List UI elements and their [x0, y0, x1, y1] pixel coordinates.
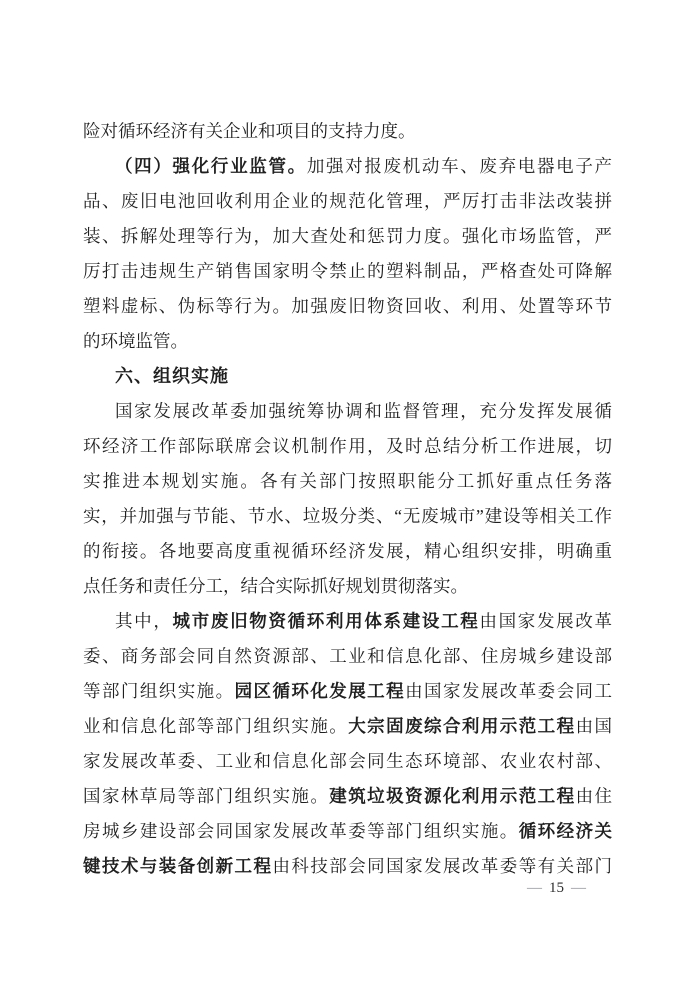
body-text: 品、废旧电池回收利用企业的规范化管理，严厉打击非法改装拼 — [83, 191, 612, 211]
emphasis-text: 园区循环化发展工程 — [234, 681, 406, 701]
body-text: 装、拆解处理等行为，加大查处和惩罚力度。强化市场监管，严 — [83, 226, 612, 246]
page-number-dash-right: — — [571, 880, 586, 896]
body-text: 实，并加强与节能、节水、垃圾分类、“无废城市”建设等相关工作 — [83, 506, 612, 526]
emphasis-text: 大宗固废综合利用示范工程 — [348, 716, 576, 736]
body-text: 其中， — [115, 611, 173, 631]
emphasis-text: 城市废旧物资循环利用体系建设工程 — [172, 611, 480, 631]
text-line — [83, 674, 612, 709]
section-heading — [83, 359, 612, 394]
text-line — [83, 779, 612, 814]
text-line — [83, 814, 612, 849]
emphasis-text: 键技术与装备创新工程 — [83, 856, 273, 876]
emphasis-text: 六、组织实施 — [115, 366, 229, 386]
body-text: 实推进本规划实施。各有关部门按照职能分工抓好重点任务落 — [83, 471, 612, 491]
page-number-value: 15 — [549, 880, 564, 896]
body-text: 家发展改革委、工业和信息化部会同生态环境部、农业农村部、 — [83, 751, 612, 771]
body-text: 险对循环经济有关企业和项目的支持力度。 — [83, 121, 416, 141]
body-text: 等部门组织实施。 — [83, 681, 235, 701]
body-text: 由国 — [575, 716, 613, 736]
text-line — [83, 324, 612, 359]
page-number-dash-left: — — [527, 880, 542, 896]
text-line — [83, 709, 612, 744]
body-text: 加强对报废机动车、废弃电器电子产 — [306, 156, 613, 176]
text-line — [83, 219, 612, 254]
text-line — [83, 394, 612, 429]
body-text: 国家发展改革委加强统筹协调和监督管理，充分发挥发展循 — [115, 401, 612, 421]
text-line — [83, 254, 612, 289]
text-line — [83, 149, 612, 184]
body-text: 房城乡建设部会同国家发展改革委等部门组织实施。 — [83, 821, 519, 841]
page-number — [520, 878, 593, 898]
text-line — [83, 184, 612, 219]
text-line — [83, 604, 612, 639]
body-text: 委、商务部会同自然资源部、工业和信息化部、住房城乡建设部 — [83, 646, 612, 666]
body-text: 环经济工作部际联席会议机制作用，及时总结分析工作进展，切 — [83, 436, 612, 456]
text-line — [83, 534, 612, 569]
body-text: 由住 — [575, 786, 613, 806]
text-line — [83, 569, 612, 604]
body-text: 的环境监管。 — [83, 331, 188, 351]
emphasis-text: 循环经济关 — [518, 821, 613, 841]
body-text: 国家林草局等部门组织实施。 — [83, 786, 330, 806]
body-text: 厉打击违规生产销售国家明令禁止的塑料制品，严格查处可降解 — [83, 261, 612, 281]
body-text: 由国家发展改革 — [479, 611, 613, 631]
document-body — [83, 114, 612, 884]
emphasis-text: （四）强化行业监管。 — [115, 156, 307, 176]
text-line — [83, 744, 612, 779]
body-text: 的衔接。各地要高度重视循环经济发展，精心组织安排，明确重 — [83, 541, 612, 561]
text-line — [83, 114, 612, 149]
text-line — [83, 429, 612, 464]
emphasis-text: 建筑垃圾资源化利用示范工程 — [329, 786, 576, 806]
body-text: 业和信息化部等部门组织实施。 — [83, 716, 349, 736]
text-line — [83, 639, 612, 674]
body-text: 点任务和责任分工，结合实际抓好规划贯彻落实。 — [83, 576, 468, 596]
body-text: 由国家发展改革委会同工 — [405, 681, 613, 701]
text-line — [83, 499, 612, 534]
text-line — [83, 289, 612, 324]
body-text: 塑料虚标、伪标等行为。加强废旧物资回收、利用、处置等环节 — [83, 296, 612, 316]
text-line — [83, 464, 612, 499]
body-text: 由科技部会同国家发展改革委等有关部门 — [272, 856, 613, 876]
